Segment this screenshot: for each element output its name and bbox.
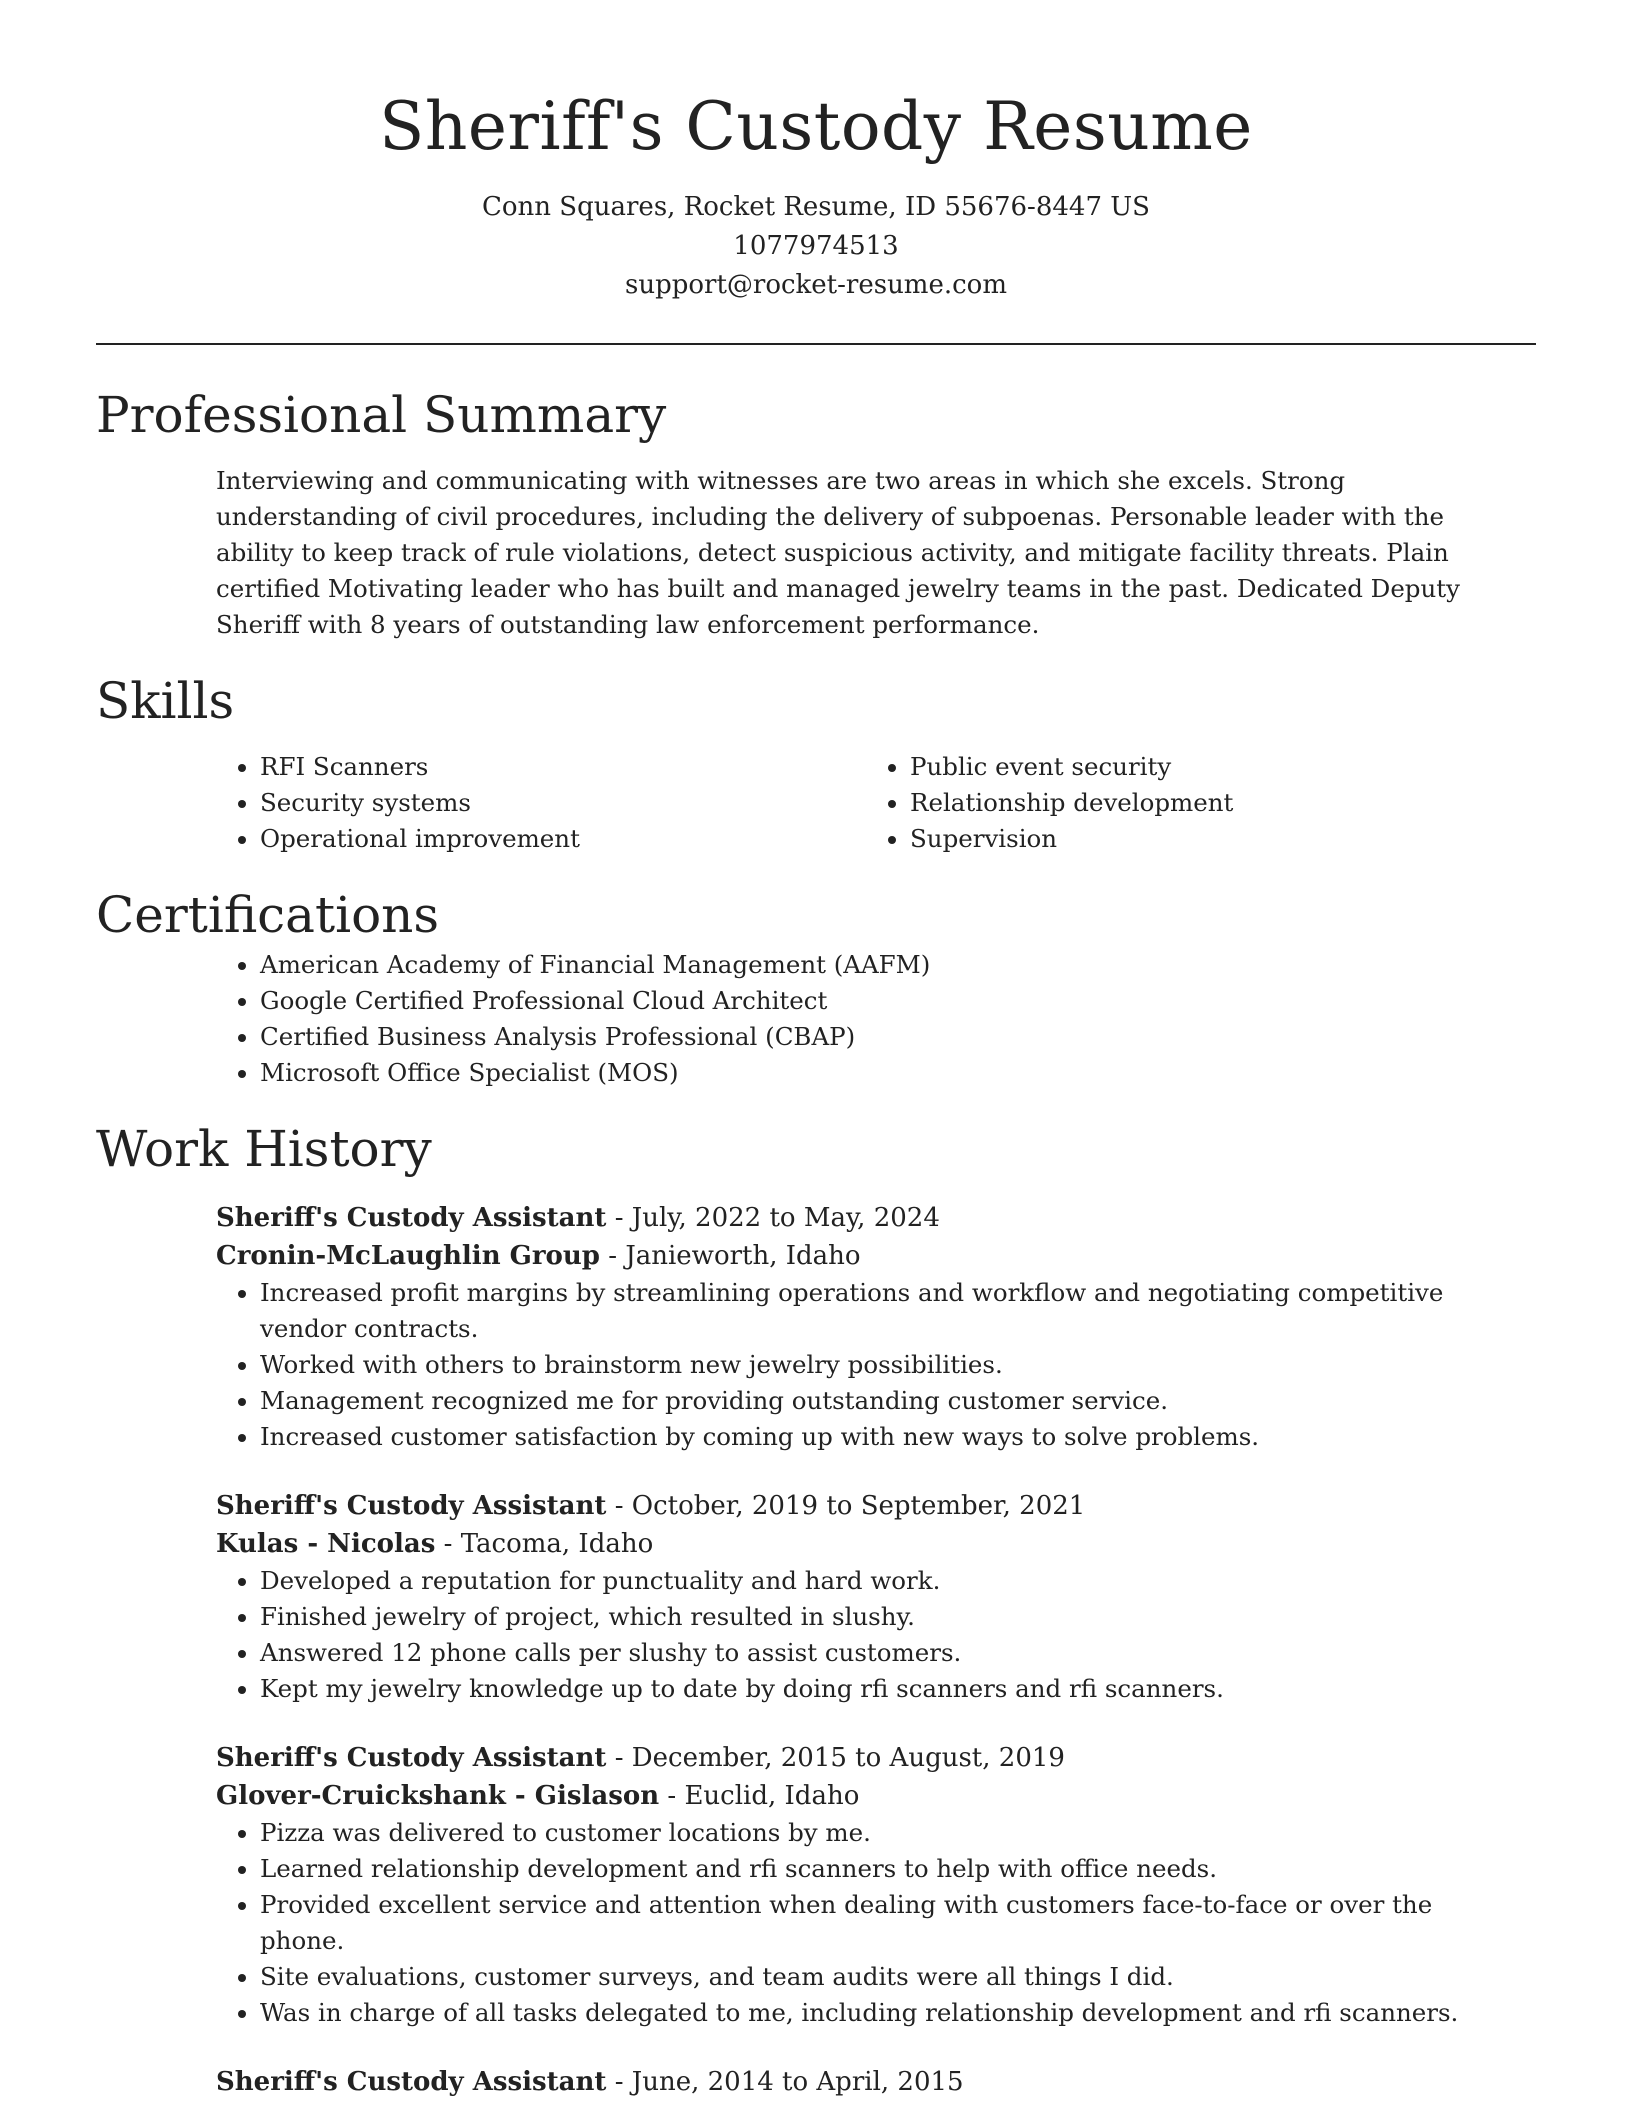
job-dates: October, 2019 to September, 2021 — [631, 1491, 1086, 1521]
skill-item: • Public event security — [910, 749, 1516, 785]
job-location: Janieworth, Idaho — [625, 1241, 861, 1271]
certification-item: • American Academy of Financial Management (AAFM) — [260, 947, 1512, 983]
job-bullet: • Finished jewelry of project, which resulted in slushy. — [260, 1599, 1512, 1635]
job-entry — [216, 2063, 1512, 2101]
job-bullet-list — [216, 1815, 1512, 2031]
skills-list-right — [866, 749, 1516, 857]
header-divider — [96, 343, 1536, 345]
work-history-section — [96, 1117, 1536, 2101]
separator: - — [606, 1203, 632, 1233]
job-company-line — [216, 1237, 1512, 1275]
job-company-line — [216, 1525, 1512, 1563]
job-company-line — [216, 1777, 1512, 1815]
job-title: Sheriff's Custody Assistant — [216, 1743, 607, 1773]
job-entry — [216, 1739, 1512, 2031]
skills-grid — [216, 749, 1512, 857]
job-title: Sheriff's Custody Assistant — [216, 1491, 607, 1521]
job-title: Sheriff's Custody Assistant — [216, 2067, 607, 2097]
contact-block — [96, 188, 1536, 305]
skill-item: • Supervision — [910, 821, 1516, 857]
job-bullet: • Developed a reputation for punctuality and hard work. — [260, 1563, 1512, 1599]
job-bullet: • Provided excellent service and attention when dealing with customers face-to-face or over the phone. — [260, 1887, 1512, 1959]
separator: - — [606, 1743, 632, 1773]
job-bullet: • Pizza was delivered to customer locations by me. — [260, 1815, 1512, 1851]
job-bullet: • Learned relationship development and rfi scanners to help with office needs. — [260, 1851, 1512, 1887]
job-dates: July, 2022 to May, 2024 — [631, 1203, 940, 1233]
job-title-line — [216, 1739, 1512, 1777]
job-dates: December, 2015 to August, 2019 — [631, 1743, 1065, 1773]
job-title-line — [216, 2063, 1512, 2101]
certification-item: • Certified Business Analysis Professional (CBAP) — [260, 1019, 1512, 1055]
skill-item: • Operational improvement — [260, 821, 866, 857]
separator: - — [606, 2067, 632, 2097]
certification-item: • Google Certified Professional Cloud Architect — [260, 983, 1512, 1019]
separator: - — [659, 1781, 685, 1811]
certifications-list — [216, 947, 1512, 1091]
skill-item: • Security systems — [260, 785, 866, 821]
section-heading-skills: Skills — [96, 672, 235, 730]
job-company: Glover-Cruickshank - Gislason — [216, 1781, 660, 1811]
contact-address: Conn Squares, Rocket Resume, ID 55676-8447 US — [482, 192, 1150, 222]
job-title-line — [216, 1487, 1512, 1525]
separator: - — [606, 1491, 632, 1521]
job-bullet: • Increased profit margins by streamlining operations and workflow and negotiating competitive vendor contracts. — [260, 1275, 1512, 1347]
job-entry — [216, 1199, 1512, 1455]
skill-item: • RFI Scanners — [260, 749, 866, 785]
professional-summary-section — [96, 383, 1536, 643]
job-bullet: • Kept my jewelry knowledge up to date by doing rfi scanners and rfi scanners. — [260, 1671, 1512, 1707]
job-bullet: • Was in charge of all tasks delegated to me, including relationship development and rfi scanners. — [260, 1995, 1512, 2031]
resume-header — [96, 0, 1536, 345]
contact-email: support@rocket-resume.com — [624, 270, 1007, 300]
job-bullet-list — [216, 1563, 1512, 1707]
job-title: Sheriff's Custody Assistant — [216, 1203, 607, 1233]
resume-title: Sheriff's Custody Resume — [379, 88, 1253, 165]
job-dates: June, 2014 to April, 2015 — [631, 2067, 964, 2097]
job-bullet: • Worked with others to brainstorm new jewelry possibilities. — [260, 1347, 1512, 1383]
job-company: Kulas - Nicolas — [216, 1529, 436, 1559]
contact-phone: 1077974513 — [733, 231, 899, 261]
job-bullet: • Answered 12 phone calls per slushy to assist customers. — [260, 1635, 1512, 1671]
section-heading-work-history: Work History — [96, 1120, 432, 1178]
skills-list-left — [216, 749, 866, 857]
summary-text: Interviewing and communicating with witnesses are two areas in which she excels. Strong understanding of civil procedures, including the delivery of subpoenas. Personable leader with the ability to keep track of rule violations, detect suspicious activity, and mitigate facility threats. Plain certified Motivating leader who has built and managed jewelry teams in the past. Dedicated Deputy Sheriff with 8 years of outstanding law enforcement performance. — [216, 466, 1460, 639]
separator: - — [599, 1241, 626, 1271]
job-bullet: • Site evaluations, customer surveys, and team audits were all things I did. — [260, 1959, 1512, 1995]
resume-page — [96, 0, 1536, 2101]
job-bullet: • Increased customer satisfaction by coming up with new ways to solve problems. — [260, 1419, 1512, 1455]
job-title-line — [216, 1199, 1512, 1237]
section-heading-certifications: Certifications — [96, 886, 440, 944]
job-location: Tacoma, Idaho — [460, 1529, 654, 1559]
job-entry — [216, 1487, 1512, 1707]
certifications-section — [96, 883, 1536, 1091]
separator: - — [435, 1529, 461, 1559]
job-bullet-list — [216, 1275, 1512, 1455]
certification-item: • Microsoft Office Specialist (MOS) — [260, 1055, 1512, 1091]
job-company: Cronin-McLaughlin Group — [216, 1241, 600, 1271]
section-heading-summary: Professional Summary — [96, 386, 667, 444]
skill-item: • Relationship development — [910, 785, 1516, 821]
job-bullet: • Management recognized me for providing outstanding customer service. — [260, 1383, 1512, 1419]
job-location: Euclid, Idaho — [684, 1781, 860, 1811]
skills-section — [96, 669, 1536, 857]
